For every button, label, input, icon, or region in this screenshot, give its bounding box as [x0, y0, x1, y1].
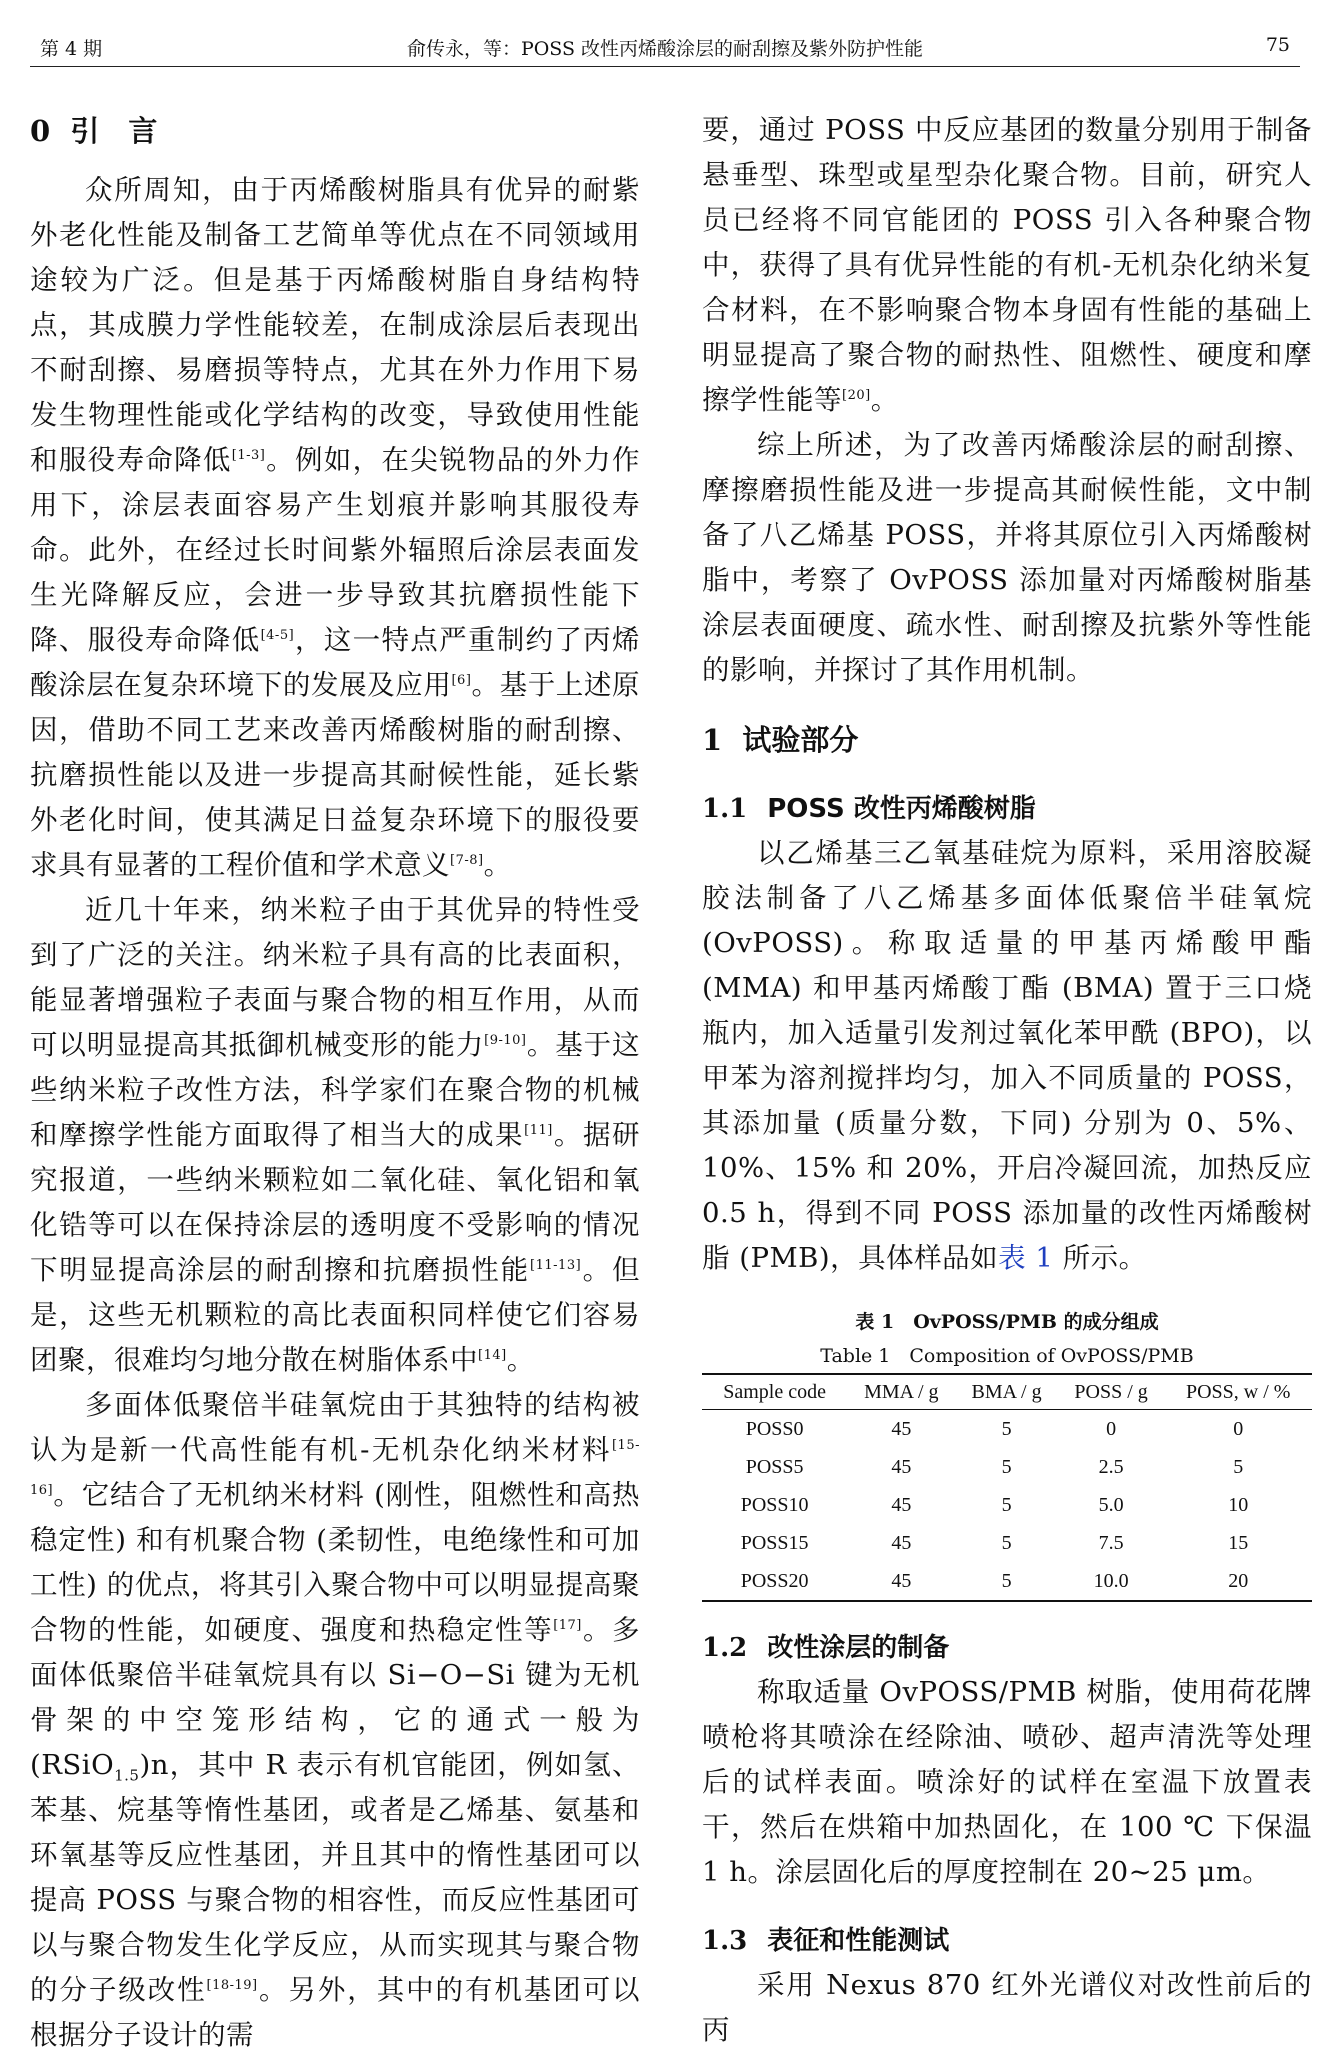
table-cell: 10	[1228, 1493, 1249, 1516]
paragraph-characterization: 采用 Nexus 870 红外光谱仪对改性前后的丙	[702, 1969, 1312, 2046]
left-column	[30, 108, 640, 2058]
citation[interactable]: [14]	[478, 1347, 507, 1363]
table-header-cell: Sample code	[702, 1374, 847, 1410]
citation[interactable]: [1-3]	[231, 447, 266, 463]
citation[interactable]: [15-16]	[30, 1437, 640, 1498]
table-cell: 45	[891, 1417, 912, 1440]
table-cell: 5	[1001, 1417, 1012, 1440]
citation[interactable]: [11-13]	[530, 1257, 582, 1273]
paragraph-intro-2: 近几十年来，纳米粒子由于其优异的特性受到了广泛的关注。纳米粒子具有高的比表面积，能显著增强粒子表面与聚合物的相互作用，从而可以明显提高其抵御机械变形的能力[9-10]。基于这些纳米粒子改性方法，科学家们在聚合物的机械和摩擦学性能方面取得了相当大的成果[11]。据研究报道，一些纳米颗粒如二氧化硅、氧化铝和氧化锆等可以在保持涂层的透明度不受影响的情况下明显提高涂层的耐刮擦和抗磨损性能[11-13]。但是，这些无机颗粒的高比表面积同样使它们容易团聚，很难均匀地分散在树脂体系中[14]。	[30, 894, 641, 1376]
table-cell: 5	[1001, 1569, 1012, 1592]
table-cell: 5.0	[1098, 1493, 1124, 1516]
paragraph-intro-1: 众所周知，由于丙烯酸树脂具有优异的耐紫外老化性能及制备工艺简单等优点在不同领域用途较为广泛。但是基于丙烯酸树脂自身结构特点，其成膜力学性能较差，在制成涂层后表现出不耐刮擦、易磨损等特点，尤其在外力作用下易发生物理性能或化学结构的改变，导致使用性能和服役寿命降低[1-3]。例如，在尖锐物品的外力作用下，涂层表面容易产生划痕并影响其服役寿命。此外，在经过长时间紫外辐照后涂层表面发生光降解反应，会进一步导致其抗磨损性能下降、服役寿命降低[4-5]，这一特点严重制约了丙烯酸涂层在复杂环境下的发展及应用[6]。基于上述原因，借助不同工艺来改善丙烯酸树脂的耐刮擦、抗磨损性能以及进一步提高其耐候性能，延长紫外老化时间，使其满足日益复杂环境下的服役要求具有显著的工程价值和学术意义[7-8]。	[30, 174, 641, 881]
paragraph-coating-prep: 称取适量 OvPOSS/PMB 树脂，使用荷花牌喷枪将其喷涂在经除油、喷砂、超声清洗等处理后的试样表面。喷涂好的试样在室温下放置表干，然后在烘箱中加热固化，在 100 ℃ 下保温 1 h。涂层固化后的厚度控制在 20~25 μm。	[702, 1676, 1312, 1888]
table-header-cell: POSS / g	[1058, 1374, 1165, 1410]
paragraph-intro-3-cont: 要，通过 POSS 中反应基团的数量分别用于制备悬垂型、珠型或星型杂化聚合物。目前，研究人员已经将不同官能团的 POSS 引入各种聚合物中，获得了具有优异性能的有机-无机杂化纳米复合材料，在不影响聚合物本身固有性能的基础上明显提高了聚合物的耐热性、阻燃性、硬度和摩擦学性能等[20]。	[702, 114, 1312, 416]
table-cell: 15	[1228, 1531, 1249, 1554]
section-heading-experiment: 1 试验部分	[702, 723, 859, 757]
table-cell: POSS20	[740, 1569, 809, 1592]
section-heading-introduction: 0 引 言	[30, 114, 158, 148]
issue-number: 第 4 期	[40, 38, 103, 60]
table-cell: 0	[1106, 1417, 1117, 1440]
table-cell: 5	[1001, 1493, 1012, 1516]
subsection-heading-1-3: 1.3 表征和性能测试	[702, 1926, 950, 1956]
table-header-row	[702, 1374, 1312, 1410]
table-header-cell: MMA / g	[847, 1374, 955, 1410]
citation[interactable]: [17]	[553, 1617, 582, 1633]
right-column	[702, 108, 1312, 2053]
table-cell: 2.5	[1098, 1455, 1124, 1478]
table-cell: POSS15	[740, 1531, 809, 1554]
subsection-heading-1-1: 1.1 POSS 改性丙烯酸树脂	[702, 794, 1036, 824]
table-row	[702, 1524, 1312, 1562]
composition-table	[702, 1373, 1312, 1602]
citation[interactable]: [20]	[842, 387, 871, 403]
table-cell: POSS10	[740, 1493, 809, 1516]
citation[interactable]: [18-19]	[206, 1977, 258, 1993]
table-cell: 45	[891, 1531, 912, 1554]
table-cell: 0	[1233, 1417, 1244, 1440]
table-cell: 10.0	[1093, 1569, 1129, 1592]
paragraph-intro-3: 多面体低聚倍半硅氧烷由于其独特的结构被认为是新一代高性能有机-无机杂化纳米材料[15-16]。它结合了无机纳米材料 (刚性，阻燃性和高热稳定性) 和有机聚合物 (柔韧性，电绝缘性和可加工性) 的优点，将其引入聚合物中可以明显提高聚合物的性能，如硬度、强度和热稳定性等[17]。多面体低聚倍半硅氧烷具有以 Si−O−Si 键为无机骨架的中空笼形结构，它的通式一般为 (RSiO$_{1.5}$)n，其中 R 表示有机官能团，例如氢、苯基、烷基等惰性基团，或者是乙烯基、氨基和环氧基等反应性基团，并且其中的惰性基团可以提高 POSS 与聚合物的相容性，而反应性基团可以与聚合物发生化学反应，从而实现其与聚合物的分子级改性[18-19]。另外，其中的有机基团可以根据分子设计的需	[30, 1389, 641, 2051]
table-row	[702, 1562, 1312, 1601]
subsection-heading-1-2: 1.2 改性涂层的制备	[702, 1633, 950, 1663]
table-cell: POSS5	[745, 1455, 804, 1478]
table-1-link[interactable]: 表 1	[998, 1242, 1054, 1274]
paragraph-intro-summary: 综上所述，为了改善丙烯酸涂层的耐刮擦、摩擦磨损性能及进一步提高其耐候性能，文中制备了八乙烯基 POSS，并将其原位引入丙烯酸树脂中，考察了 OvPOSS 添加量对丙烯酸树脂基涂层表面硬度、疏水性、耐刮擦及抗紫外等性能的影响，并探讨了其作用机制。	[702, 429, 1312, 686]
table-cell: 5	[1233, 1455, 1244, 1478]
table-1	[702, 1305, 1312, 1602]
table-caption-en: Table 1 Composition of OvPOSS/PMB	[820, 1345, 1194, 1367]
formula-subscript: 1.5	[114, 1766, 140, 1785]
table-header-cell: BMA / g	[955, 1374, 1057, 1410]
running-title: 俞传永，等：POSS 改性丙烯酸涂层的耐刮擦及紫外防护性能	[406, 38, 924, 60]
paragraph-poss-resin: 以乙烯基三乙氧基硅烷为原料，采用溶胶凝胶法制备了八乙烯基多面体低聚倍半硅氧烷 (OvPOSS)。称取适量的甲基丙烯酸甲酯 (MMA) 和甲基丙烯酸丁酯 (BMA) 置于三口烧瓶内，加入适量引发剂过氧化苯甲酰 (BPO)，以甲苯为溶剂搅拌均匀，加入不同质量的 POSS，其添加量 (质量分数，下同) 分别为 0、5%、10%、15% 和 20%，开启冷凝回流，加热反应 0.5 h，得到不同 POSS 添加量的改性丙烯酸树脂 (PMB)，具体样品如表 1 所示。	[702, 837, 1312, 1274]
citation[interactable]: [9-10]	[484, 1032, 527, 1048]
citation[interactable]: [11]	[524, 1122, 553, 1138]
page-number: 75	[1265, 34, 1290, 56]
citation[interactable]: [4-5]	[260, 627, 295, 643]
table-cell: 7.5	[1098, 1531, 1124, 1554]
table-header-cell: POSS, w / %	[1164, 1374, 1312, 1410]
table-cell: 45	[891, 1455, 912, 1478]
table-caption-cn: 表 1 OvPOSS/PMB 的成分组成	[855, 1311, 1159, 1333]
citation[interactable]: [6]	[451, 672, 472, 688]
running-header	[30, 30, 1300, 67]
table-cell: 20	[1228, 1569, 1249, 1592]
table-cell: 45	[891, 1569, 912, 1592]
table-cell: 5	[1001, 1531, 1012, 1554]
table-row	[702, 1448, 1312, 1486]
citation[interactable]: [7-8]	[450, 852, 484, 868]
table-row	[702, 1486, 1312, 1524]
table-row	[702, 1410, 1312, 1449]
table-cell: 5	[1001, 1455, 1012, 1478]
table-cell: POSS0	[745, 1417, 804, 1440]
table-cell: 45	[891, 1493, 912, 1516]
